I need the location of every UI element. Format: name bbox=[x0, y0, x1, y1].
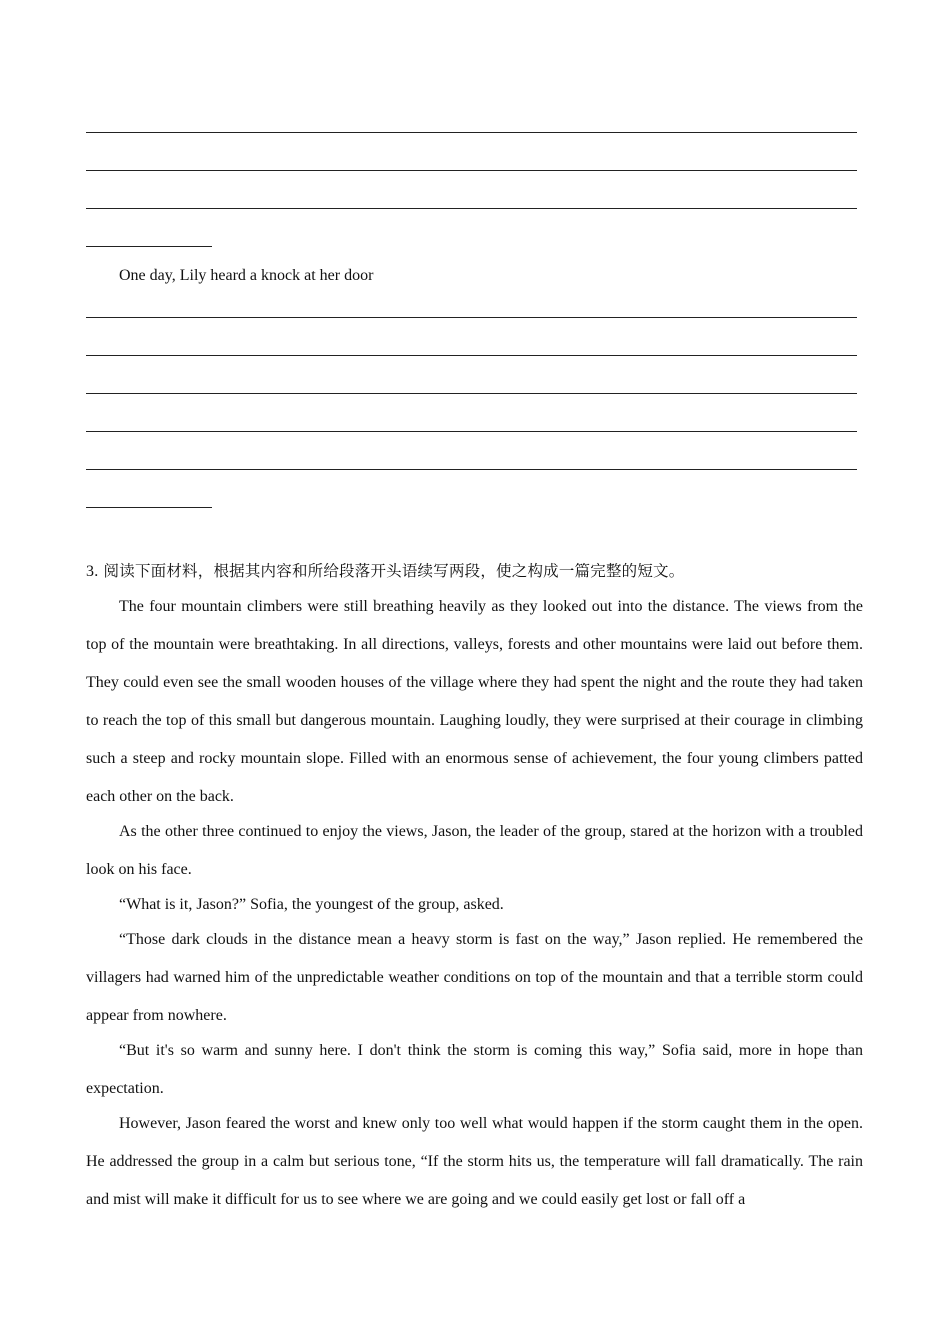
writing-line[interactable] bbox=[86, 317, 857, 318]
writing-line[interactable] bbox=[86, 469, 857, 470]
writing-line[interactable] bbox=[86, 355, 857, 356]
writing-line[interactable] bbox=[86, 431, 857, 432]
passage-paragraph: The four mountain climbers were still breathing heavily as they looked out into the distance. The views from the top of the mountain were breathtaking. In all directions, valleys, forests and other mountains were laid out before them. They could even see the small wooden houses of the village where they had spent the night and the route they had taken to reach the top of this small but dangerous mountain. Laughing loudly, they were surprised at their courage in climbing such a steep and rocky mountain slope. Filled with an enormous sense of achievement, the four young climbers patted each other on the back. bbox=[86, 598, 863, 805]
writing-line[interactable] bbox=[86, 170, 857, 171]
writing-line[interactable] bbox=[86, 393, 857, 394]
writing-line[interactable] bbox=[86, 132, 857, 133]
question-number: 3 bbox=[86, 563, 95, 580]
writing-line-short[interactable] bbox=[86, 507, 212, 508]
question-instruction: 阅读下面材料，根据其内容和所给段落开头语续写两段，使之构成一篇完整的短文。 bbox=[103, 562, 685, 580]
writing-line-short[interactable] bbox=[86, 246, 212, 247]
continuation-prompt: One day, Lily heard a knock at her door bbox=[119, 267, 374, 284]
question-separator: . bbox=[94, 563, 99, 580]
question-heading bbox=[86, 560, 684, 583]
passage-paragraph: As the other three continued to enjoy the views, Jason, the leader of the group, stared at the horizon with a troubled look on his face. bbox=[86, 823, 863, 878]
passage-paragraph: “Those dark clouds in the distance mean a heavy storm is fast on the way,” Jason replied. He remembered the villagers had warned him of the unpredictable weather conditions on top of the mountain and that a terrible storm could appear from nowhere. bbox=[86, 931, 863, 1024]
writing-line[interactable] bbox=[86, 208, 857, 209]
passage-paragraph: “But it's so warm and sunny here. I don't think the storm is coming this way,” Sofia said, more in hope than expectation. bbox=[86, 1042, 863, 1097]
passage-paragraph: However, Jason feared the worst and knew only too well what would happen if the storm caught them in the open. He addressed the group in a calm but serious tone, “If the storm hits us, the temperature will fall dramatically. The rain and mist will make it difficult for us to see where we are going and we could easily get lost or fall off a bbox=[86, 1115, 863, 1208]
passage-paragraph: “What is it, Jason?” Sofia, the youngest of the group, asked. bbox=[119, 896, 504, 913]
reading-passage bbox=[86, 588, 863, 1216]
